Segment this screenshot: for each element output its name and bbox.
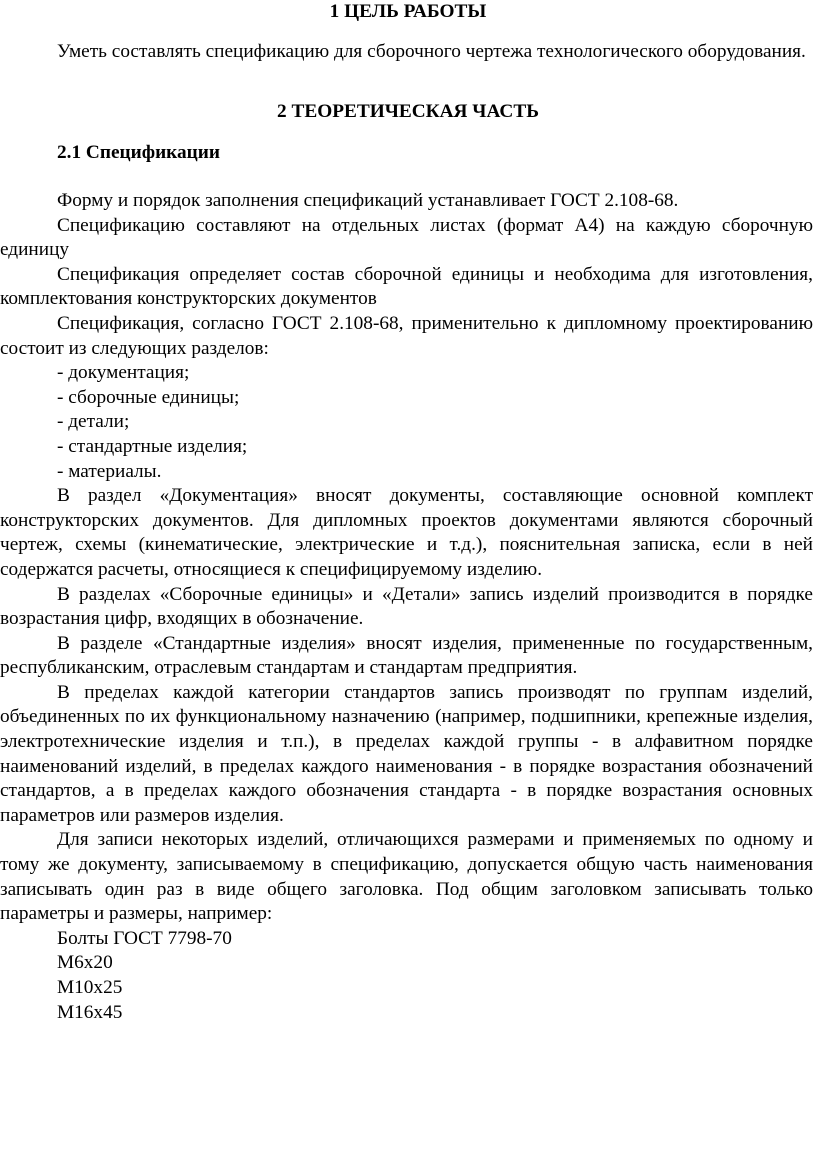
paragraph: В разделе «Стандартные изделия» вносят изделия, примененные по государственным, республиканским, отраслевым стандартам и стандартам предприятия.	[0, 632, 813, 679]
paragraph: Форму и порядок заполнения спецификаций устанавливает ГОСТ 2.108-68.	[57, 190, 679, 211]
body-text	[0, 189, 813, 1025]
paragraph: Спецификацию составляют на отдельных листах (формат А4) на каждую сборочную единицу	[0, 214, 813, 261]
paragraph: В разделах «Сборочные единицы» и «Детали» запись изделий производится в порядке возрастания цифр, входящих в обозначение.	[0, 583, 813, 630]
example-line: М16х45	[57, 1001, 123, 1023]
list-item: - стандартные изделия;	[57, 435, 248, 457]
goal-block	[0, 40, 813, 65]
example-line: М6х20	[57, 952, 113, 974]
section-2-title: 2 ТЕОРЕТИЧЕСКАЯ ЧАСТЬ	[277, 101, 539, 122]
paragraph: Для записи некоторых изделий, отличающихся размерами и применяемых по одному и тому же документу, записываемому в спецификацию, допускается общую часть наименования записывать один раз в виде общего заголовка. Под общим заголовком записывать только параметры и размеры, например:	[0, 829, 813, 925]
section-1-title: 1 ЦЕЛЬ РАБОТЫ	[329, 1, 487, 22]
list-item: - детали;	[57, 411, 130, 433]
subsection-title: 2.1 Спецификации	[57, 142, 220, 163]
paragraph: Спецификация, согласно ГОСТ 2.108-68, применительно к дипломному проектированию состоит из следующих разделов:	[0, 312, 813, 359]
list-item: - сборочные единицы;	[57, 386, 240, 408]
list-item: - материалы.	[57, 460, 162, 482]
goal-paragraph: Уметь составлять спецификацию для сборочного чертежа технологического оборудования.	[57, 41, 806, 62]
list-item: - документация;	[57, 362, 190, 384]
example-line: М10х25	[57, 977, 123, 998]
paragraph: В раздел «Документация» вносят документы, составляющие основной комплект конструкторских документов. Для дипломных проектов документами являются сборочный чертеж, схемы (кинематические, электрические и т.д.), пояснительная записка, если в ней содержатся расчеты, относящиеся к специфицируемому изделию.	[0, 485, 813, 580]
example-line: Болты ГОСТ 7798-70	[57, 927, 232, 949]
paragraph: В пределах каждой категории стандартов запись производят по группам изделий, объединенных по их функциональному назначению (например, подшипники, крепежные изделия, электротехнические изделия и т.п.), в пределах каждой группы - в алфавитном порядке наименований изделий, в пределах каждого наименования - в порядке возрастания обозначений стандартов, а в пределах каждого обозначения стандарта - в порядке возрастания основных параметров или размеров изделия.	[0, 681, 813, 826]
paragraph: Спецификация определяет состав сборочной единицы и необходима для изготовления, комплектования конструкторских документов	[0, 263, 813, 310]
